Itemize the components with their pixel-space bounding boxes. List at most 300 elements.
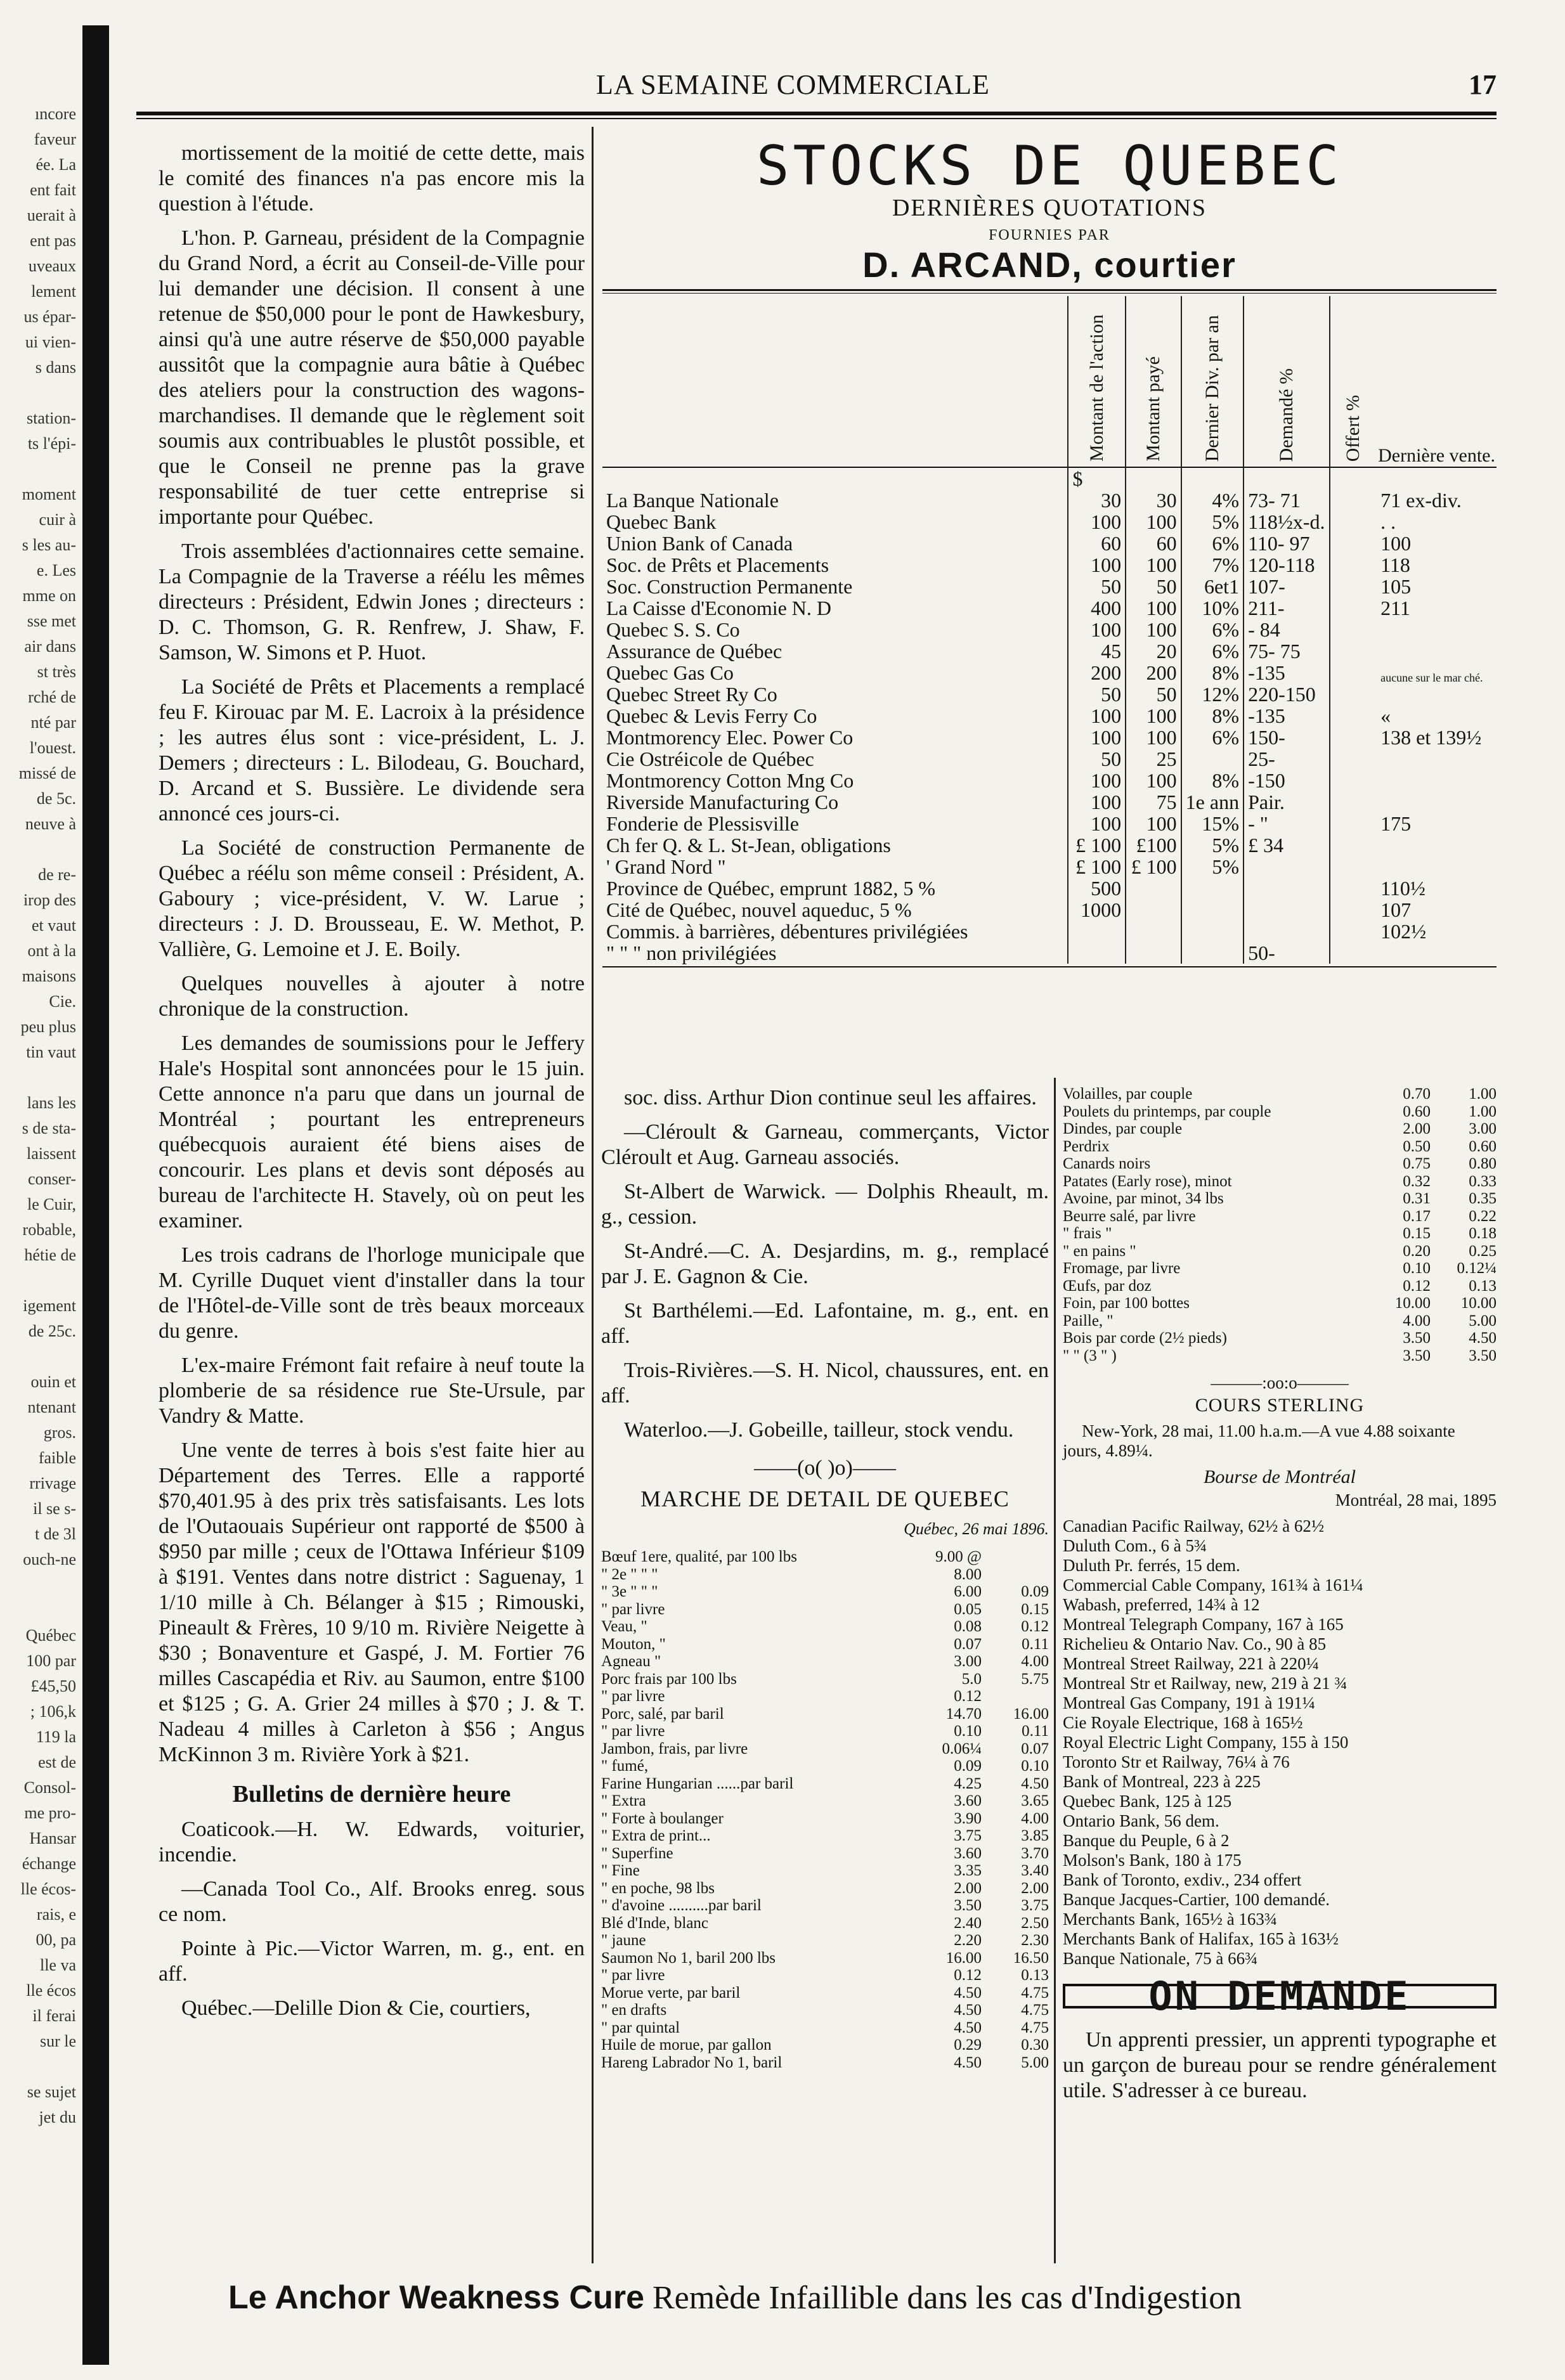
footer-brand: Le Anchor Weakness Cure (228, 2279, 644, 2316)
margin-fragment (0, 1598, 76, 1623)
market-row (601, 1653, 1049, 1671)
stock-d: 15% (1181, 813, 1244, 834)
margin-fragment: cuir à (39, 510, 76, 529)
stock-v: 138 et 139½ (1380, 726, 1482, 749)
market-row (601, 1967, 1049, 1984)
stock-row (602, 877, 1497, 899)
demande-title: ON DEMANDE (1063, 1984, 1497, 2008)
stock-o (1330, 813, 1377, 834)
stock-p (1126, 877, 1181, 899)
margin-fragment: ts l'épi- (27, 434, 76, 453)
margin-fragment: uveaux (28, 257, 76, 275)
market-price-low: 0.29 (954, 2036, 982, 2053)
margin-fragment: igement (23, 1297, 76, 1315)
bourse-quote: Banque du Peuple, 6 à 2 (1063, 1831, 1230, 1850)
bourse-quote: Cie Royale Electrique, 168 à 165½ (1063, 1713, 1303, 1732)
market-price-low: 0.50 (1403, 1137, 1431, 1155)
sterling-text: New-York, 28 mai, 11.00 h.a.m.—A vue 4.88 soixante jours, 4.89¼. (1063, 1421, 1455, 1460)
margin-fragment: 100 par (26, 1652, 76, 1670)
stock-d: 12% (1181, 683, 1244, 705)
market-price-high: 16.00 (1013, 1705, 1049, 1723)
stock-o (1330, 511, 1377, 533)
demande-text: Un apprenti pressier, un apprenti typographe et un garçon de bureau pour se rendre généralement utile. S'adresser à ce bureau. (1063, 2028, 1497, 2102)
footer-text: Remède Infaillible dans les cas d'Indigestion (653, 2280, 1242, 2316)
market-price-high: 4.00 (1021, 1653, 1049, 1670)
margin-fragment: laissent (27, 1144, 76, 1163)
market-item: " par quintal (601, 2019, 680, 2036)
market-row (601, 1740, 1049, 1758)
stock-dem (1244, 921, 1329, 942)
market-price-low: 4.50 (954, 2019, 982, 2036)
margin-fragment: le Cuir, (27, 1195, 76, 1213)
header-montant-paye: Montant payé (1126, 296, 1181, 467)
margin-fragment: conser- (28, 1170, 76, 1188)
market-price-low: 0.12 (954, 1967, 982, 1984)
stock-dem (1244, 899, 1329, 921)
market-price-high: 16.50 (1013, 1949, 1049, 1967)
margin-fragment: ouin et (30, 1373, 76, 1391)
market-price-high: 4.50 (1021, 1775, 1049, 1792)
margin-fragment: lans les (27, 1094, 76, 1112)
stock-row (602, 640, 1497, 662)
margin-fragment (0, 1344, 76, 1369)
bourse-list (1063, 1517, 1497, 1969)
market-item: Jambon, frais, par livre (601, 1740, 748, 1757)
stock-row (602, 576, 1497, 597)
margin-fragment: il se s- (33, 1499, 76, 1518)
stock-dem: 211- (1244, 597, 1329, 619)
market-item: Volailles, par couple (1063, 1085, 1193, 1103)
market-item: " en poche, 98 lbs (601, 1879, 715, 1897)
stock-o (1330, 942, 1377, 964)
stocks-header-name (602, 296, 1068, 467)
stock-d (1181, 748, 1244, 770)
bulletin-heading: Bulletins de dernière heure (232, 1781, 511, 1808)
stock-name: Riverside Manufacturing Co (606, 791, 839, 813)
margin-fragment: missé de (18, 764, 76, 782)
market-row (1063, 1190, 1497, 1208)
market-item: Porc, salé, par baril (601, 1705, 724, 1723)
market-item: Farine Hungarian ......par baril (601, 1775, 794, 1792)
stock-p: 50 (1126, 683, 1181, 705)
header-montant-action: Montant de l'action (1068, 296, 1126, 467)
stock-o (1330, 791, 1377, 813)
market-price-low: 2.40 (954, 1914, 982, 1932)
market-row (601, 1915, 1049, 1932)
market-title: MARCHE DE DETAIL DE QUEBEC (640, 1486, 1010, 1511)
stock-d: 4% (1181, 489, 1244, 511)
market-price-high: 0.11 (1022, 1635, 1049, 1653)
market-price-high: 5.00 (1469, 1312, 1497, 1329)
failure-notice: St Barthélemi.—Ed. Lafontaine, m. g., ent. en aff. (601, 1299, 1049, 1348)
market-row (601, 1757, 1049, 1775)
stock-dem: - 84 (1244, 619, 1329, 640)
stock-row (602, 813, 1497, 834)
failure-notice: St-André.—C. A. Desjardins, m. g., remplacé par J. E. Gagnon & Cie. (601, 1239, 1049, 1288)
market-price-high: 4.75 (1021, 2002, 1049, 2019)
margin-fragment: e. Les (36, 561, 76, 579)
stock-v: 107 (1380, 898, 1412, 921)
stock-dem: 107- (1244, 576, 1329, 597)
market-price-high: 10.00 (1460, 1295, 1497, 1312)
market-item: " Fine (601, 1862, 640, 1879)
stock-a: £ 100 (1068, 856, 1126, 877)
market-price-low: 10.00 (1394, 1295, 1431, 1312)
failure-notice: Trois-Rivières.—S. H. Nicol, chaussures, ent. en aff. (601, 1359, 1049, 1407)
market-price-low: 0.20 (1403, 1242, 1431, 1260)
header-rule (136, 112, 1497, 115)
bourse-quote: Montreal Telegraph Company, 167 à 165 (1063, 1615, 1344, 1634)
market-row (1063, 1277, 1497, 1295)
market-row (601, 2019, 1049, 2037)
market-item: Fromage, par livre (1063, 1260, 1181, 1277)
stock-o (1330, 619, 1377, 640)
market-row (601, 1827, 1049, 1845)
stock-v: 100 (1380, 532, 1412, 555)
stock-name: Assurance de Québec (606, 640, 782, 663)
stock-d: 5% (1181, 856, 1244, 877)
market-price-high: 0.80 (1469, 1155, 1497, 1172)
market-row (601, 1880, 1049, 1898)
stocks-header-row (602, 296, 1497, 467)
stock-dem: 150- (1244, 727, 1329, 748)
stock-a: 45 (1068, 640, 1126, 662)
failure-notice: soc. diss. Arthur Dion continue seul les affaires. (624, 1086, 1037, 1109)
bulletin-item: Coaticook.—H. W. Edwards, voiturier, incendie. (159, 1818, 585, 1866)
market-price-high: 0.12 (1021, 1618, 1049, 1635)
stocks-dollar-row (602, 467, 1497, 489)
page-binding-shadow (82, 25, 109, 2365)
market-item: Veau, " (601, 1618, 647, 1635)
market-price-low: 0.12 (1403, 1277, 1431, 1295)
stock-a: 100 (1068, 791, 1126, 813)
market-price-high: 0.33 (1469, 1172, 1497, 1190)
stock-a: 30 (1068, 489, 1126, 511)
market-row (1063, 1347, 1497, 1365)
market-row (601, 1723, 1049, 1740)
margin-fragment: £45,50 (30, 1677, 76, 1695)
page-number: 17 (1469, 69, 1497, 100)
stock-a: 200 (1068, 662, 1126, 683)
market-row (601, 1548, 1049, 1566)
bourse-quote: Richelieu & Ontario Nav. Co., 90 à 85 (1063, 1634, 1327, 1653)
margin-fragment: Hansar (29, 1829, 76, 1847)
market-price-high: 3.75 (1021, 1897, 1049, 1914)
market-price-high: 0.30 (1021, 2036, 1049, 2053)
margin-fragment: il ferai (32, 2007, 76, 2025)
market-item: Huile de morue, par gallon (601, 2036, 772, 2053)
market-price-low: 0.07 (954, 1635, 982, 1653)
market-row (601, 2054, 1049, 2072)
market-row (601, 1950, 1049, 1967)
market-price-high: 1.00 (1469, 1085, 1497, 1103)
market-row (1063, 1295, 1497, 1312)
market-row (1063, 1103, 1497, 1121)
margin-fragment: s de sta- (22, 1119, 76, 1137)
stock-p: 100 (1126, 511, 1181, 533)
margin-fragment: ent fait (30, 181, 76, 199)
bourse-quote: Quebec Bank, 125 à 125 (1063, 1792, 1232, 1811)
market-price-low: 3.50 (1403, 1347, 1431, 1364)
bourse-quote: Montreal Str et Railway, new, 219 à 21 ¾ (1063, 1674, 1347, 1693)
market-price-high: 2.00 (1021, 1879, 1049, 1897)
market-price-low: 0.32 (1403, 1172, 1431, 1190)
margin-fragment: mme on (22, 586, 76, 605)
stock-d: 5% (1181, 834, 1244, 856)
stock-dem: -135 (1244, 705, 1329, 727)
market-item: " 3e " " " (601, 1583, 658, 1600)
margin-fragment: ont à la (27, 941, 76, 960)
stock-d (1181, 877, 1244, 899)
stock-p (1126, 942, 1181, 964)
market-item: " d'avoine ..........par baril (601, 1897, 762, 1914)
market-price-low: 4.50 (954, 2053, 982, 2071)
stock-a: 100 (1068, 511, 1126, 533)
stock-row (602, 683, 1497, 705)
bourse-quote: Bank of Toronto, exdiv., 234 offert (1063, 1870, 1302, 1889)
stock-row (602, 791, 1497, 813)
stock-p: 20 (1126, 640, 1181, 662)
market-price-high: 3.85 (1021, 1827, 1049, 1844)
stock-v: . . (1380, 510, 1396, 533)
stock-o (1330, 576, 1377, 597)
stock-p: 50 (1126, 576, 1181, 597)
market-item: Avoine, par minot, 34 lbs (1063, 1190, 1224, 1207)
market-price-high: 4.50 (1469, 1329, 1497, 1347)
market-item: Saumon No 1, baril 200 lbs (601, 1949, 776, 1967)
stock-v: 118 (1380, 553, 1410, 576)
stock-a (1068, 942, 1126, 964)
market-price-low: 9.00 @ (935, 1548, 982, 1565)
market-row (601, 1984, 1049, 2002)
stock-a: 50 (1068, 683, 1126, 705)
bourse-quote: Molson's Bank, 180 à 175 (1063, 1851, 1242, 1870)
market-price-low: 4.00 (1403, 1312, 1431, 1329)
stock-d: 8% (1181, 770, 1244, 791)
stock-p: £ 100 (1126, 856, 1181, 877)
stock-o (1330, 683, 1377, 705)
market-item: Blé d'Inde, blanc (601, 1914, 709, 1932)
stock-a: 1000 (1068, 899, 1126, 921)
stock-d: 6et1 (1181, 576, 1244, 597)
stock-row (602, 597, 1497, 619)
margin-fragment: st très (37, 663, 76, 681)
market-item: Bois par corde (2½ pieds) (1063, 1329, 1227, 1347)
margin-fragment: faible (38, 1449, 76, 1467)
stock-d: 6% (1181, 533, 1244, 554)
stock-dem: 110- 97 (1244, 533, 1329, 554)
stock-v (1377, 942, 1497, 964)
stocks-title: STOCKS DE QUEBEC (756, 134, 1343, 198)
margin-fragment: de 25c. (28, 1322, 76, 1340)
bulletin-item: Pointe à Pic.—Victor Warren, m. g., ent. en aff. (159, 1937, 585, 1986)
stock-name: ' Grand Nord " (606, 855, 726, 878)
margin-fragment: et vaut (31, 916, 76, 935)
market-price-low: 0.06¼ (942, 1740, 982, 1757)
market-row (1063, 1173, 1497, 1191)
news-paragraph: Trois assemblées d'actionnaires cette semaine. La Compagnie de la Traverse a réélu les mêmes directeurs : Président, Edwin Jones ; directeurs : D. C. Thomson, G. R. Renfrew, J. Shaw, F. Samson, W. Simons et P. Huot. (159, 540, 585, 664)
stock-o (1330, 727, 1377, 748)
stock-o (1330, 533, 1377, 554)
margin-fragment: maisons (22, 967, 76, 985)
dollar-sign: $ (1068, 467, 1126, 489)
market-price-low: 0.10 (954, 1723, 982, 1740)
market-price-low: 4.25 (954, 1775, 982, 1792)
market-price-low: 3.50 (954, 1897, 982, 1914)
market-row (601, 1583, 1049, 1601)
market-item: " jaune (601, 1932, 646, 1949)
market-table (601, 1548, 1049, 2071)
market-price-high: 3.65 (1021, 1792, 1049, 1809)
market-row (1063, 1208, 1497, 1226)
margin-fragment: s les au- (22, 536, 76, 554)
news-paragraph: Les demandes de soumissions pour le Jeffery Hale's Hospital sont annoncées pour le 15 juin. Cette annonce n'a paru que dans un journal de Montréal ; pourtant les entrepreneurs québecquois auraient été biens aises de concourir. Les plans et devis sont déposés au bureau de l'architecte H. Stavely, où on peut les examiner. (159, 1032, 585, 1232)
market-table-continued (1063, 1085, 1497, 1364)
market-item: Bœuf 1ere, qualité, par 100 lbs (601, 1548, 797, 1565)
bulletin-item: Québec.—Delille Dion & Cie, courtiers, (181, 1996, 531, 2020)
stocks-section (602, 134, 1497, 967)
market-date: Québec, 26 mai 1896. (904, 1520, 1049, 1538)
market-price-low: 3.75 (954, 1827, 982, 1844)
news-paragraphs (159, 141, 585, 1768)
market-price-high: 2.30 (1021, 1932, 1049, 1949)
news-paragraph: La Société de construction Permanente de Québec a réélu son même conseil : Président, A. Gaboury ; vice-président, V. W. Larue ; directeurs : J. D. Brousseau, E. W. Methot, P. Vallière, G. Lemoine et J. E. Boily. (159, 836, 585, 961)
bourse-quote: Merchants Bank of Halifax, 165 à 163½ (1063, 1929, 1339, 1948)
market-item: " par livre (601, 1967, 665, 1984)
stock-d: 8% (1181, 705, 1244, 727)
margin-fragment: t de 3l (35, 1525, 76, 1543)
column-2 (601, 1085, 1049, 2071)
stock-dem: 120-118 (1244, 554, 1329, 576)
margin-fragment: ouch-ne (23, 1550, 76, 1568)
failure-notice: —Cléroult & Garneau, commerçants, Victor Cléroult et Aug. Garneau associés. (601, 1120, 1049, 1169)
margin-fragment (0, 1065, 76, 1090)
market-price-low: 4.50 (954, 2002, 982, 2019)
market-row (601, 1671, 1049, 1688)
stock-p: 200 (1126, 662, 1181, 683)
market-price-low: 14.70 (945, 1705, 982, 1723)
market-price-low: 0.12 (954, 1688, 982, 1705)
stock-dem (1244, 856, 1329, 877)
market-item: Beurre salé, par livre (1063, 1207, 1196, 1225)
margin-fragment: us épar- (23, 307, 76, 326)
stock-row (602, 662, 1497, 683)
stock-o (1330, 899, 1377, 921)
failure-notice: St-Albert de Warwick. — Dolphis Rheault, m. g., cession. (601, 1180, 1049, 1229)
stock-p: 30 (1126, 489, 1181, 511)
bourse-quote: Canadian Pacific Railway, 62½ à 62½ (1063, 1517, 1325, 1536)
market-price-low: 3.60 (954, 1792, 982, 1809)
stock-o (1330, 489, 1377, 511)
market-price-high: 0.10 (1021, 1757, 1049, 1775)
margin-fragment: l'ouest. (29, 739, 76, 757)
stock-name: " " " non privilégiées (606, 941, 777, 964)
news-paragraph: mortissement de la moitié de cette dette, mais le comité des finances n'a pas encore mis la question à l'étude. (159, 141, 585, 216)
market-price-low: 0.08 (954, 1618, 982, 1635)
market-row (601, 1636, 1049, 1653)
market-row (1063, 1155, 1497, 1173)
margin-fragment (0, 2054, 76, 2079)
stock-d: 6% (1181, 619, 1244, 640)
column-1 (159, 141, 585, 2030)
stock-a: 100 (1068, 619, 1126, 640)
margin-fragment: ıncore (35, 105, 76, 123)
market-price-high: 0.35 (1469, 1190, 1497, 1207)
stock-v (1377, 770, 1497, 791)
bourse-quote: Banque Jacques-Cartier, 100 demandé. (1063, 1890, 1330, 1909)
stock-row (602, 748, 1497, 770)
margin-fragment: 00, pa (36, 1931, 76, 1949)
stock-p: 25 (1126, 748, 1181, 770)
stock-d: 5% (1181, 511, 1244, 533)
market-row (1063, 1260, 1497, 1277)
market-price-low: 0.31 (1403, 1190, 1431, 1207)
market-row (601, 1897, 1049, 1915)
market-price-low: 3.00 (954, 1653, 982, 1670)
market-price-low: 0.15 (1403, 1225, 1431, 1242)
stock-name: Quebec Gas Co (606, 661, 734, 684)
market-price-high: 5.00 (1021, 2053, 1049, 2071)
stock-d: 1e ann (1181, 791, 1244, 813)
market-item: " Superfine (601, 1844, 673, 1862)
news-paragraph: La Société de Prêts et Placements a remplacé feu F. Kirouac par M. E. Lacroix à la présidence ; les autres élus sont : vice-président, L. J. Demers ; directeurs : L. Bilodeau, G. Bouchard, D. Arcand et S. Bussière. Le dividende sera annoncé ces jours-ci. (159, 675, 585, 825)
broker-name: D. ARCAND, courtier (862, 245, 1237, 285)
stock-name: Quebec S. S. Co (606, 618, 740, 641)
margin-fragment: jet du (39, 2108, 76, 2126)
stock-d (1181, 942, 1244, 964)
market-price-low: 3.35 (954, 1862, 982, 1879)
bourse-quote: Wabash, preferred, 14¾ à 12 (1063, 1595, 1260, 1614)
stock-dem: 50- (1244, 942, 1329, 964)
market-price-high: 0.25 (1469, 1242, 1497, 1260)
market-item: Morue verte, par baril (601, 1984, 741, 2002)
market-price-high: 5.75 (1021, 1670, 1049, 1688)
stocks-fournies: FOURNIES PAR (989, 227, 1110, 243)
stock-dem: Pair. (1244, 791, 1329, 813)
news-paragraph: L'hon. P. Garneau, président de la Compagnie du Grand Nord, a écrit au Conseil-de-Ville pour lui demander une décision. Il consent à une retenue de $50,000 pour le pont de Hawkesbury, ainsi qu'à une autre réserve de $50,000 payable aussitôt que la compagnie aura bâtie à Québec des ateliers pour la construction des wagons-marchandises. Il demande que le règlement soit soumis aux contribuables le plustôt possible, et que le Conseil ne prenne pas la grave responsabilité de tuer cette entreprise si importante pour Québec. (159, 226, 585, 529)
market-item: Œufs, par doz (1063, 1277, 1152, 1295)
market-item: " par livre (601, 1723, 665, 1740)
market-price-high: 3.40 (1021, 1862, 1049, 1879)
market-item: " Extra de print... (601, 1827, 711, 1844)
margin-fragment (0, 837, 76, 862)
stock-name: Quebec Bank (606, 510, 717, 533)
stock-p: 100 (1126, 727, 1181, 748)
market-price-high: 2.50 (1021, 1914, 1049, 1932)
market-item: Foin, par 100 bottes (1063, 1295, 1190, 1312)
margin-fragment: Consol- (23, 1778, 76, 1797)
stock-v (1377, 683, 1497, 705)
stock-name: Quebec & Levis Ferry Co (606, 704, 817, 727)
stock-o (1330, 877, 1377, 899)
stock-d: 7% (1181, 554, 1244, 576)
footer-advert (228, 2279, 1497, 2317)
stock-row (602, 942, 1497, 964)
stocks-bottom-rule (602, 966, 1497, 967)
margin-fragment: lle va (39, 1956, 76, 1974)
bourse-quote: Duluth Com., 6 à 5¾ (1063, 1536, 1207, 1555)
stock-name: Ch fer Q. & L. St-Jean, obligations (606, 834, 891, 857)
stock-p: 60 (1126, 533, 1181, 554)
stock-d: 8% (1181, 662, 1244, 683)
market-price-high: 0.07 (1021, 1740, 1049, 1757)
market-row (1063, 1225, 1497, 1243)
margin-fragment: tin vaut (26, 1043, 76, 1061)
market-row (601, 1688, 1049, 1705)
stock-a (1068, 921, 1126, 942)
stock-v (1377, 856, 1497, 877)
market-price-high: 0.13 (1021, 1967, 1049, 1984)
